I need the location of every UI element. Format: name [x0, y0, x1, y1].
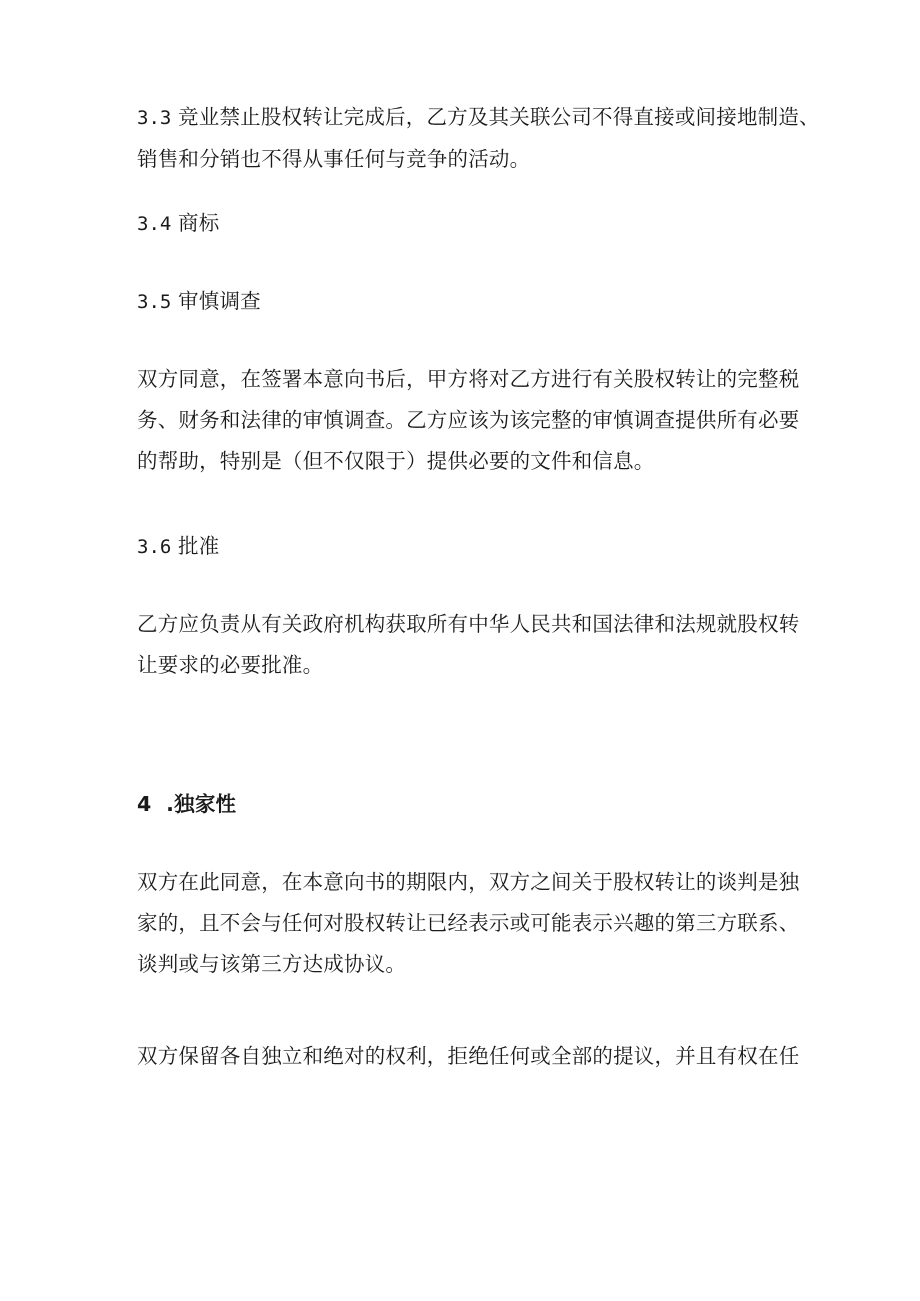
- section-3-5-line-2: 务、财务和法律的审慎调查。乙方应该为该完整的审慎调查提供所有必要: [137, 408, 800, 432]
- section-4-number: 4: [137, 792, 152, 816]
- section-3-5-line-1: 双方同意，在签署本意向书后，甲方将对乙方进行有关股权转让的完整税: [137, 367, 800, 391]
- section-4-para1-line-3: 谈判或与该第三方达成协议。: [137, 952, 407, 976]
- section-3-6-title: 批准: [178, 534, 220, 558]
- section-4-paragraph-2: [137, 1036, 800, 1077]
- section-3-6-line-2: 让要求的必要批准。: [137, 653, 324, 677]
- section-4-para1-line-1: 双方在此同意，在本意向书的期限内，双方之间关于股权转让的谈判是独: [137, 870, 800, 894]
- section-4-para2-line-1: 双方保留各自独立和绝对的权利，拒绝任何或全部的提议，并且有权在任: [137, 1044, 800, 1068]
- section-3-3-text-line-1: 竞业禁止股权转让完成后，乙方及其关联公司不得直接或间接地制造、: [178, 105, 820, 129]
- section-4-heading: [137, 784, 797, 825]
- section-3-6-line-1: 乙方应负责从有关政府机构获取所有中华人民共和国法律和法规就股权转: [137, 612, 800, 636]
- section-3-5-title: 审慎调查: [178, 289, 261, 313]
- section-3-5-number: 3.5: [137, 291, 172, 313]
- section-4-para1-line-2: 家的，且不会与任何对股权转让已经表示或可能表示兴趣的第三方联系、: [137, 911, 800, 935]
- section-3-6-paragraph: [137, 604, 800, 686]
- section-3-6-heading: [137, 526, 797, 568]
- section-3-3-line-2: 销售和分销也不得从事任何与竞争的活动。: [137, 147, 531, 171]
- section-3-6-number: 3.6: [137, 536, 172, 558]
- section-3-4-number: 3.4: [137, 213, 172, 235]
- section-3-4-heading: [137, 203, 797, 245]
- section-3-3-number: 3.3: [137, 107, 172, 129]
- section-3-3-paragraph: [137, 97, 820, 180]
- section-3-5-paragraph: [137, 359, 800, 482]
- section-3-5-heading: [137, 281, 797, 323]
- section-4-paragraph-1: [137, 862, 800, 985]
- section-3-3-line-1: [137, 97, 820, 139]
- section-4-title: .独家性: [166, 792, 237, 816]
- section-3-4-title: 商标: [178, 211, 220, 235]
- section-3-5-line-3: 的帮助，特别是（但不仅限于）提供必要的文件和信息。: [137, 449, 655, 473]
